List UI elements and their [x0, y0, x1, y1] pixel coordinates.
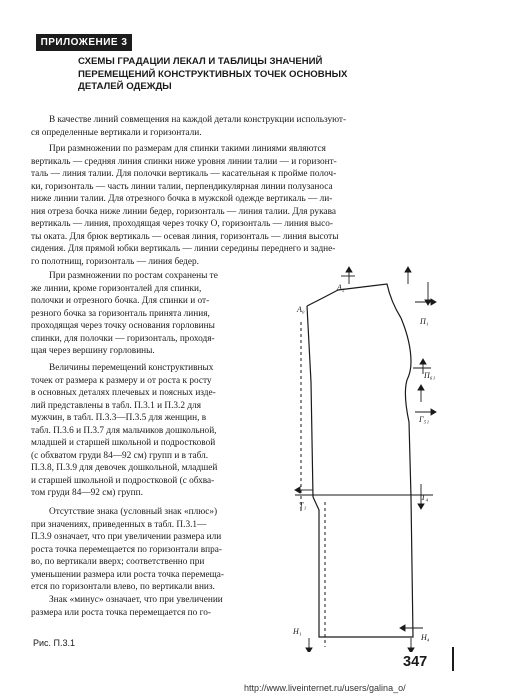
- text-line: во, по вертикали вверх; соответственно при: [31, 557, 205, 568]
- text-line: При размножении по ростам сохранены те: [49, 271, 218, 281]
- page-number-rule: [452, 647, 454, 671]
- text-line: Отсутствие знака (условный знак «плюс»): [49, 507, 218, 517]
- text-line: полочки и отрезного бочка. Для спинки и от-: [31, 296, 210, 307]
- grading-arrows: [295, 267, 436, 652]
- label-p1: П₁: [420, 317, 429, 326]
- paragraph-minus-sign: [31, 594, 281, 619]
- text-line: мужчин, в табл. П.3.3—П.3.5 для женщин, в: [31, 413, 207, 424]
- text-line: младшей и старшей школьной и подростковой: [31, 438, 216, 449]
- label-g51: Г₅₁: [419, 415, 430, 424]
- paragraph-plus-sign: [31, 506, 281, 594]
- label-p61: П₆₁: [424, 371, 436, 380]
- text-line: ниже линии талии. Для отрезного бочка в мужской одежде вертикаль — ли-: [31, 194, 333, 205]
- title-line: ПЕРЕМЕЩЕНИЙ КОНСТРУКТИВНЫХ ТОЧЕК ОСНОВНЫХ: [78, 68, 348, 80]
- text-line: ся определенные вертикали и горизонтали.: [31, 127, 202, 138]
- text-line: Величины перемещений конструктивных: [49, 363, 214, 373]
- text-line: При размножении по размерам для спинки такими линиями являются: [49, 144, 326, 154]
- text-line: вертикаль — средняя линия спинки ниже уровня линии талии — и горизонт-: [31, 156, 337, 167]
- text-line: П.3.8, П.3.9 для девочек дошкольной, младшей: [31, 463, 218, 474]
- text-line: лий представлены в табл. П.3.1 и П.3.2 для: [31, 400, 201, 411]
- text-line: же линии, кроме горизонталей для спинки,: [31, 283, 202, 294]
- text-line: ется по горизонтали влево, по вертикали вниз.: [31, 582, 215, 593]
- text-line: ния отреза бочка ниже линии бедер, горизонталь — линия талии. Для рукава: [31, 206, 336, 217]
- text-line: проходящая через точку основания горловины: [31, 321, 215, 332]
- text-line: резного бочка за горизонталь принята линия,: [31, 308, 210, 319]
- text-line: Знак «минус» означает, что при увеличении: [49, 595, 223, 605]
- label-t1: Т₁: [299, 501, 307, 510]
- text-line: П.3.9 означает, что при увеличении размера или: [31, 532, 222, 543]
- appendix-badge: ПРИЛОЖЕНИЕ 3: [36, 34, 132, 51]
- side-seam: [401, 318, 411, 497]
- title-line: ДЕТАЛЕЙ ОДЕЖДЫ: [78, 81, 172, 92]
- text-line: том груди 84—92 см) групп.: [31, 488, 143, 499]
- label-n4: Н₄: [421, 633, 430, 642]
- text-line: го полотнищ, горизонталь — линия бедер.: [31, 256, 199, 267]
- text-line: (с обхватом груди 84—92 см) групп и в табл.: [31, 450, 209, 461]
- text-line: ты оката. Для брюк вертикаль — осевая линия, горизонталь — линия высоты: [31, 231, 339, 242]
- paragraph-heights: [31, 270, 281, 358]
- lower-contour: [313, 497, 413, 637]
- text-line: ки, горизонталь — часть линии талии, перпендикулярная линии полузаноса: [31, 181, 333, 192]
- text-line: при значениях, приведенных в табл. П.3.1—: [31, 519, 207, 530]
- text-line: в основных деталях плечевых и поясных изде-: [31, 388, 216, 399]
- text-line: табл. П.3.6 и П.3.7 для мальчиков дошкольной,: [31, 425, 217, 436]
- grading-diagram: [283, 262, 453, 652]
- label-t4: Т₄: [421, 493, 429, 502]
- text-line: щая через вершину горловины.: [31, 346, 155, 357]
- text-line: В качестве линий совмещения на каждой детали конструкции используют-: [49, 115, 347, 125]
- label-n1: Н₁: [293, 627, 302, 636]
- text-line: вертикаль — линия, проходящая через точку О, горизонталь — линия высо-: [31, 219, 333, 230]
- title-line: СХЕМЫ ГРАДАЦИИ ЛЕКАЛ И ТАБЛИЦЫ ЗНАЧЕНИЙ: [78, 56, 323, 67]
- text-line: сидения. Для прямой юбки вертикаль — линии середины переднего и задне-: [31, 244, 336, 255]
- text-line: спинки, для полочки — горизонталь, проходя-: [31, 333, 215, 344]
- text-line: точек от размера к размеру и от роста к росту: [31, 375, 212, 386]
- text-line: размера или роста точка перемещается по го-: [31, 607, 211, 618]
- label-a2: A₂: [337, 283, 345, 292]
- center-back-line: [307, 306, 313, 497]
- text-line: и старшей школьной и подростковой (с обхва-: [31, 475, 215, 486]
- text-line: уменьшении размера или роста точка перемеща-: [31, 569, 225, 580]
- text-line: роста точка перемещается по горизонтали впра-: [31, 544, 222, 555]
- figure-caption: Рис. П.3.1: [33, 638, 76, 648]
- paragraph-sizes: [31, 143, 441, 268]
- text-line: таль — линия талии. Для полочки вертикаль — касательная к пройме полоч-: [31, 169, 337, 180]
- paragraph-intro: [31, 114, 441, 139]
- shoulder-line: [307, 284, 401, 318]
- paragraph-tables: [31, 362, 281, 500]
- section-title: [78, 56, 408, 94]
- watermark-url: http://www.liveinternet.ru/users/galina_o/: [244, 683, 406, 693]
- page-number: 347: [403, 654, 428, 670]
- label-a0: A₀: [297, 305, 305, 314]
